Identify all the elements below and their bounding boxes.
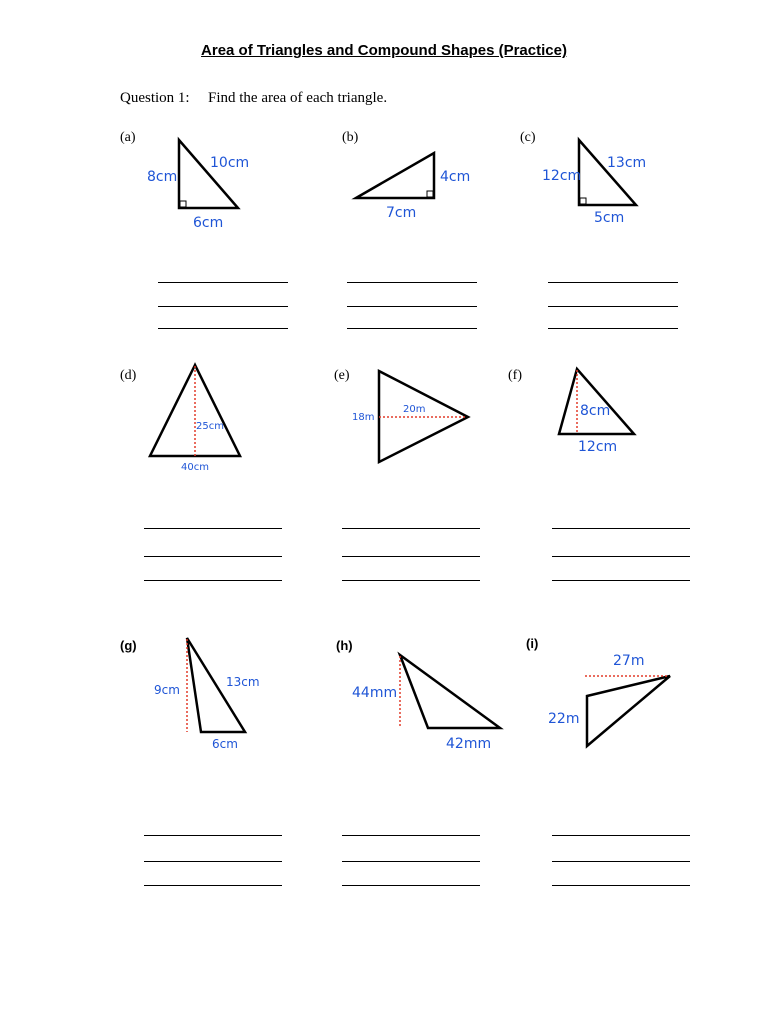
answer-line-d-1[interactable] xyxy=(144,528,282,529)
problem-label-d: (d) xyxy=(120,368,137,383)
label-d-base: 40cm xyxy=(181,462,209,473)
problem-label-b: (b) xyxy=(342,130,359,145)
label-c-height: 12cm xyxy=(542,168,582,184)
label-i-height: 27m xyxy=(613,653,645,669)
triangle-g xyxy=(150,632,270,752)
triangle-b xyxy=(350,145,480,225)
answer-line-f-1[interactable] xyxy=(552,528,690,529)
label-h-base: 42mm xyxy=(446,736,492,752)
answer-line-h-3[interactable] xyxy=(342,885,480,886)
label-i-base: 22m xyxy=(548,711,580,727)
question-number: Question 1: xyxy=(120,90,190,106)
answer-line-a-2[interactable] xyxy=(158,306,288,307)
problem-label-g: (g) xyxy=(120,638,137,653)
label-d-height: 25cm xyxy=(196,421,224,432)
label-f-base: 12cm xyxy=(578,439,618,455)
answer-line-e-3[interactable] xyxy=(342,580,480,581)
triangle-d xyxy=(140,360,250,480)
problem-label-h: (h) xyxy=(336,638,353,653)
triangle-i xyxy=(542,645,682,755)
answer-line-c-2[interactable] xyxy=(548,306,678,307)
label-b-base: 7cm xyxy=(386,205,417,221)
answer-line-a-3[interactable] xyxy=(158,328,288,329)
label-a-hyp: 10cm xyxy=(210,155,250,171)
problem-label-c: (c) xyxy=(520,130,536,145)
answer-line-i-1[interactable] xyxy=(552,835,690,836)
answer-line-f-3[interactable] xyxy=(552,580,690,581)
triangle-f xyxy=(550,362,650,462)
label-g-base: 6cm xyxy=(212,737,238,751)
answer-line-h-1[interactable] xyxy=(342,835,480,836)
label-g-side: 13cm xyxy=(226,675,260,689)
answer-line-i-2[interactable] xyxy=(552,861,690,862)
answer-line-g-3[interactable] xyxy=(144,885,282,886)
answer-line-d-2[interactable] xyxy=(144,556,282,557)
answer-line-c-1[interactable] xyxy=(548,282,678,283)
problem-label-f: (f) xyxy=(508,368,522,383)
label-f-height: 8cm xyxy=(580,403,611,419)
answer-line-b-2[interactable] xyxy=(347,306,477,307)
label-b-height: 4cm xyxy=(440,169,471,185)
answer-line-a-1[interactable] xyxy=(158,282,288,283)
answer-line-e-1[interactable] xyxy=(342,528,480,529)
answer-line-g-2[interactable] xyxy=(144,861,282,862)
answer-line-g-1[interactable] xyxy=(144,835,282,836)
label-g-height: 9cm xyxy=(154,683,180,697)
answer-line-f-2[interactable] xyxy=(552,556,690,557)
label-a-base: 6cm xyxy=(193,215,224,231)
label-c-base: 5cm xyxy=(594,210,625,226)
answer-line-d-3[interactable] xyxy=(144,580,282,581)
triangle-e xyxy=(345,365,475,470)
answer-line-c-3[interactable] xyxy=(548,328,678,329)
label-h-height: 44mm xyxy=(352,685,398,701)
label-e-height: 20m xyxy=(403,404,426,415)
answer-line-i-3[interactable] xyxy=(552,885,690,886)
triangle-h xyxy=(348,645,508,755)
answer-line-b-3[interactable] xyxy=(347,328,477,329)
answer-line-b-1[interactable] xyxy=(347,282,477,283)
label-c-hyp: 13cm xyxy=(607,155,647,171)
question-1 xyxy=(120,90,387,107)
problem-label-i: (i) xyxy=(526,636,539,651)
problem-label-e: (e) xyxy=(334,368,350,383)
answer-line-e-2[interactable] xyxy=(342,556,480,557)
question-text: Find the area of each triangle. xyxy=(208,90,388,106)
label-a-height: 8cm xyxy=(147,169,178,185)
worksheet-title: Area of Triangles and Compound Shapes (Practice) xyxy=(201,42,567,59)
answer-line-h-2[interactable] xyxy=(342,861,480,862)
triangle-a xyxy=(140,135,260,235)
triangle-c xyxy=(540,135,660,230)
problem-label-a: (a) xyxy=(120,130,136,145)
label-e-base: 18m xyxy=(352,412,375,423)
